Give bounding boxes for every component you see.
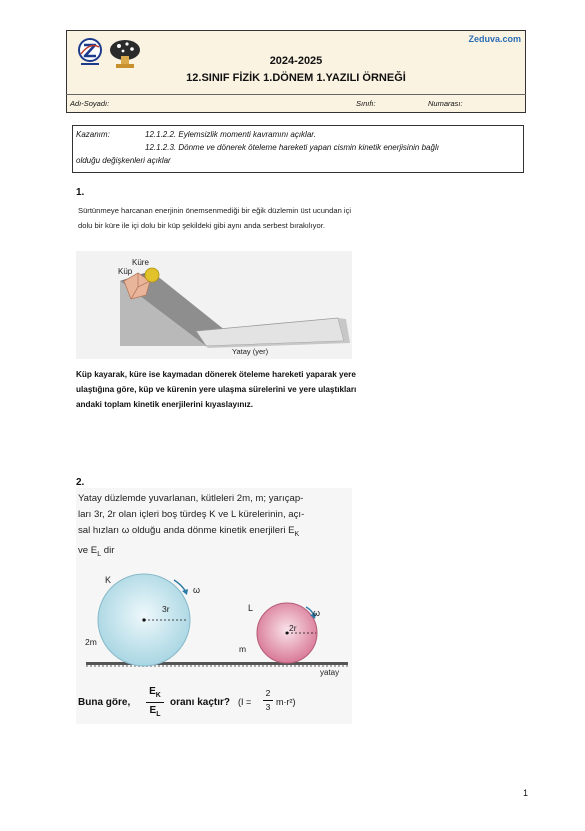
question-2-suffix: oranı kaçtır? <box>170 697 231 708</box>
ground-label: Yatay (yer) <box>232 347 269 356</box>
omega-l-label: ω <box>313 608 321 618</box>
question-1-prompt: Küp kayarak, küre ise kaymadan dönerek öteleme hareketi yaparak yere ulaştığına göre, küp ve kürenin yere ulaşma sürelerini ve yere ulaştıkları andaki toplam kinetik enerjilerini kıyaslayınız. <box>76 370 357 409</box>
question-2-line-3 <box>78 523 348 543</box>
question-2-line-4 <box>78 543 348 563</box>
radius-l-label: 2r <box>289 623 297 633</box>
kazanim-item-1: 12.1.2.2. Eylemsizlik momenti kavramını açıklar. <box>145 130 316 139</box>
number-label: Numarası: <box>428 99 463 108</box>
mass-k-label: 2m <box>85 637 97 647</box>
el-subscript: L <box>97 550 102 558</box>
kazanim-label: Kazanım: <box>76 130 110 139</box>
fraction-bar <box>146 702 164 703</box>
sphere-shape <box>145 268 159 282</box>
fraction-numerator <box>146 686 164 699</box>
hint-suffix: m·r²) <box>276 697 296 707</box>
ek-subscript: K <box>294 530 300 538</box>
kazanim-item-2-line2: olduğu değişkenleri açıklar <box>76 156 171 165</box>
question-1-text: Sürtünmeye harcanan enerjinin önemsenmediği bir eğik düzlemin üst ucundan içi dolu bir küre ile içi dolu bir küp şekildeki gibi aynı anda serbest bırakılıyor. <box>78 206 352 230</box>
exam-title: 12.SINIF FİZİK 1.DÖNEM 1.YAZILI ÖRNEĞİ <box>186 72 406 84</box>
header-divider <box>66 94 526 95</box>
line-4-end: dir <box>101 544 115 556</box>
question-2-line-2: ları 3r, 2r olan içleri boş türdeş K ve L kürelerinin, açı- <box>78 509 305 520</box>
class-label: Sınıfı: <box>356 99 376 108</box>
question-2-text <box>78 491 348 563</box>
sphere-k-label: K <box>105 575 112 585</box>
sphere-l-label: L <box>248 603 254 613</box>
site-name: Zeduva.com <box>468 34 521 44</box>
line-3-text: sal hızları ω olduğu anda dönme kinetik enerjileri E <box>78 525 295 536</box>
cube-label: Küp <box>118 267 133 276</box>
name-label: Adı-Soyadı: <box>70 99 110 108</box>
denominator-sub: L <box>156 711 161 718</box>
numerator-sub: K <box>155 692 161 699</box>
question-1-number: 1. <box>76 187 85 198</box>
sphere-label: Küre <box>132 258 149 267</box>
denominator-e: E <box>149 705 157 716</box>
hint-denominator: 3 <box>265 702 271 712</box>
hint-fraction-bar <box>263 700 273 701</box>
hint-numerator: 2 <box>265 688 271 698</box>
mass-l-label: m <box>239 644 247 654</box>
kazanim-item-2-line1: 12.1.2.3. Dönme ve dönerek öteleme hareketi yapan cismin kinetik enerjisinin bağlı <box>145 143 439 152</box>
spheres-figure <box>76 570 352 680</box>
question-2-number: 2. <box>76 477 85 488</box>
line-4-text: ve E <box>78 544 98 556</box>
ground-label-2: yatay <box>320 668 340 677</box>
hint-prefix: (I = <box>238 697 252 707</box>
question-2-line-1: Yatay düzlemde yuvarlanan, kütleleri 2m, m; yarıçap- <box>78 493 304 504</box>
radius-k-label: 3r <box>162 604 170 614</box>
school-year: 2024-2025 <box>269 55 323 67</box>
page-number: 1 <box>522 788 528 798</box>
omega-k-label: ω <box>193 585 201 595</box>
fraction-denominator <box>146 705 164 718</box>
numerator-e: E <box>149 686 156 697</box>
question-2-prefix: Buna göre, <box>78 697 131 708</box>
